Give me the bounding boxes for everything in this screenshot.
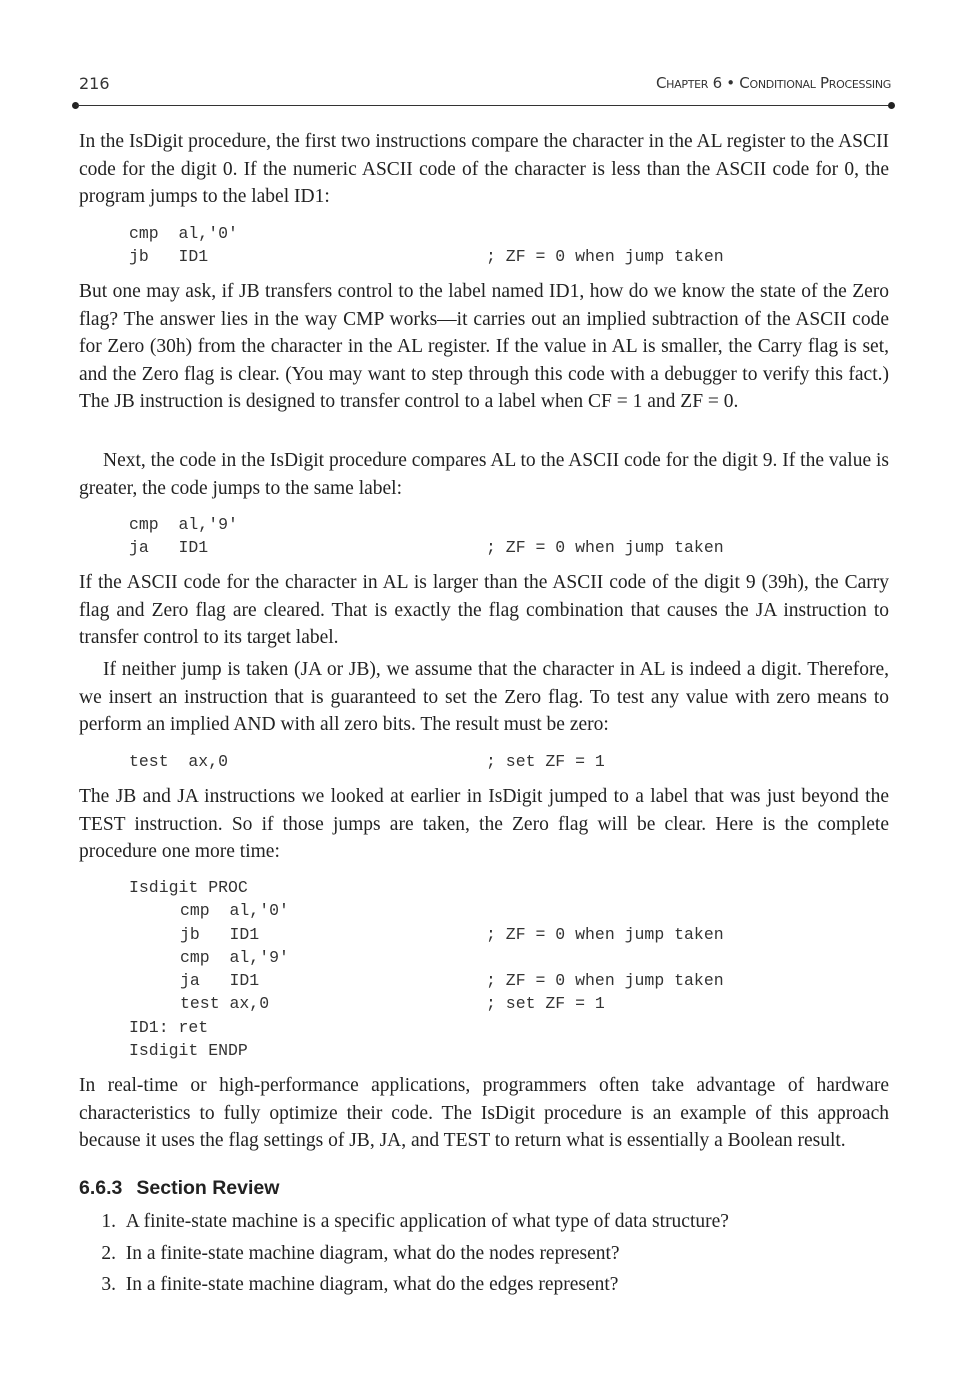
paragraph: If neither jump is taken (JA or JB), we assume that the character in AL is indeed a digit. Therefore, we insert an instruction that is guaranteed to set the Zero flag. To test any value with zero means to perform an implied AND with all zero bits. The result must be zero:	[79, 659, 889, 735]
code-instruction: cmp al,'9'	[129, 515, 238, 534]
review-questions	[79, 1206, 729, 1301]
code-line	[129, 1039, 724, 1062]
code-line	[129, 536, 724, 559]
code-comment: ; set ZF = 1	[486, 994, 605, 1014]
item-number: 2.	[101, 1242, 116, 1264]
code-instruction: jb ID1	[180, 924, 260, 944]
item-text: In a finite-state machine diagram, what do the edges represent?	[125, 1274, 619, 1295]
item-text: In a finite-state machine diagram, what do the nodes represent?	[125, 1242, 620, 1264]
code-line	[129, 969, 724, 992]
code-line	[129, 923, 724, 946]
paragraph: In real-time or high-performance applications, programmers often take advantage of hardware characteristics to fully optimize their code. The IsDigit procedure is an example of this approach because it uses the flag settings of JB, JA, and TEST to return what is essentially a Boolean result.	[79, 1075, 889, 1151]
code-instruction: ID1: ret	[129, 1017, 209, 1037]
code-line	[129, 876, 724, 899]
code-instruction: Isdigit ENDP	[129, 1041, 248, 1061]
item-text: A finite-state machine is a specific application of what type of data structure?	[125, 1211, 729, 1232]
code-comment: ; set ZF = 1	[486, 752, 605, 771]
item-number: 3.	[101, 1274, 116, 1295]
paragraph: The JB and JA instructions we looked at earlier in IsDigit jumped to a label that was just beyond the TEST instruction. So if those jumps are taken, the Zero flag will be clear. Here is the complete procedure one more time:	[79, 786, 889, 862]
code-comment: ; ZF = 0 when jump taken	[486, 538, 724, 558]
code-instruction: cmp al,'9'	[180, 947, 289, 967]
code-block	[129, 222, 724, 269]
section-title: Section Review	[136, 1177, 280, 1199]
rule-dot-right	[888, 102, 895, 109]
running-header: Chapter 6 • Conditional Processing	[656, 74, 891, 92]
code-line	[129, 946, 724, 969]
item-number: 1.	[101, 1211, 116, 1232]
code-line	[129, 245, 724, 268]
code-block	[129, 750, 605, 773]
code-instruction: cmp al,'0'	[180, 901, 289, 921]
paragraph: If the ASCII code for the character in AL is larger than the ASCII code of the digit 9 (39h), the Carry flag and Zero flag are cleared. That is exactly the flag combination that causes the JA instruction to transfer control to its target label.	[79, 572, 889, 648]
code-line	[129, 513, 724, 536]
list-item	[79, 1269, 729, 1301]
code-line	[129, 1016, 724, 1039]
code-block	[129, 513, 724, 560]
code-instruction: ja ID1	[129, 538, 209, 558]
header-rule	[76, 105, 891, 106]
section-number: 6.6.3	[79, 1177, 123, 1199]
code-comment: ; ZF = 0 when jump taken	[486, 247, 724, 267]
code-instruction: Isdigit PROC	[129, 878, 248, 897]
code-line	[129, 750, 605, 773]
code-instruction: test ax,0	[180, 994, 270, 1014]
paragraph: In the IsDigit procedure, the first two instructions compare the character in the AL register to the ASCII code for the digit 0. If the numeric ASCII code of the character is less than the ASCII code for 0, the program jumps to the label ID1:	[79, 131, 889, 207]
list-item	[79, 1206, 729, 1238]
section-heading	[79, 1177, 293, 1200]
code-block-isdigit	[129, 876, 724, 1062]
paragraph: Next, the code in the IsDigit procedure compares AL to the ASCII code for the digit 9. If the value is greater, the code jumps to the same label:	[79, 450, 889, 499]
code-comment: ; ZF = 0 when jump taken	[486, 924, 724, 944]
list-item	[79, 1238, 729, 1270]
code-line	[129, 222, 724, 245]
code-instruction: ja ID1	[180, 971, 260, 991]
code-comment: ; ZF = 0 when jump taken	[486, 971, 724, 991]
code-instruction: cmp al,'0'	[129, 224, 238, 243]
code-instruction: test ax,0	[129, 752, 229, 771]
code-line	[129, 899, 724, 922]
paragraph: But one may ask, if JB transfers control to the label named ID1, how do we know the state of the Zero flag? The answer lies in the way CMP works—it carries out an implied subtraction of the ASCII code for Zero (30h) from the character in the AL register. If the value in AL is smaller, the Carry flag is set, and the Zero flag is clear. (You may want to step through this code with a debugger to verify this fact.) The JB instruction is designed to transfer control to a label when CF = 1 and ZF = 0.	[79, 281, 889, 412]
code-instruction: jb ID1	[129, 247, 209, 267]
page-number: 216	[79, 74, 110, 93]
code-line	[129, 992, 724, 1015]
